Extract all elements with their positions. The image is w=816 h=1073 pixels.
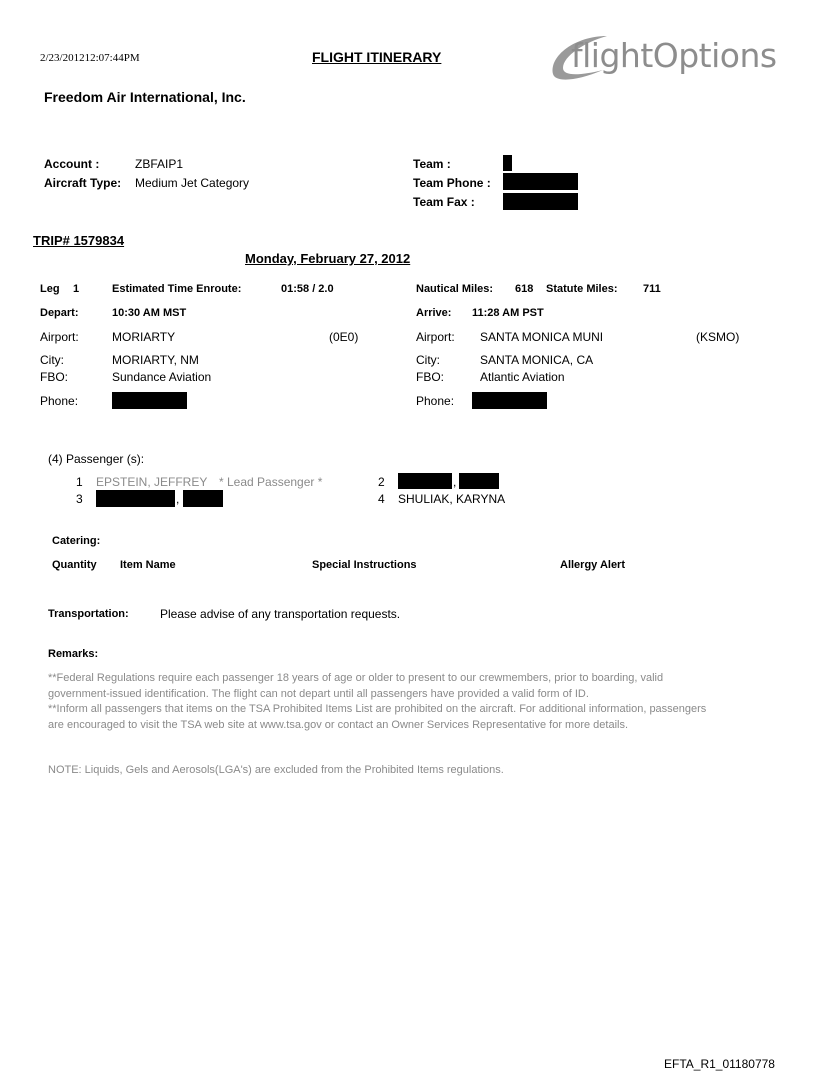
arrive-airport-code: (KSMO) <box>696 330 740 344</box>
remarks-lga-note: NOTE: Liquids, Gels and Aerosols(LGA's) are excluded from the Prohibited Items regulations. <box>48 764 504 776</box>
depart-airport: MORIARTY <box>112 330 176 344</box>
company-name: Freedom Air International, Inc. <box>44 89 246 105</box>
passenger-2-number: 2 <box>378 475 385 489</box>
remarks-tsa-prohibited-items: **Inform all passengers that items on the TSA Prohibited Items List are prohibited on the aircraft. For additional information, passengers are encouraged to visit the TSA web site at www.tsa.gov or contact an Owner Services Representative for more details. <box>48 703 707 731</box>
document-title: FLIGHT ITINERARY <box>312 49 442 65</box>
ete-value: 01:58 / 2.0 <box>281 283 334 295</box>
transportation-label: Transportation: <box>48 608 129 620</box>
depart-fbo-label: FBO: <box>40 370 69 384</box>
nautical-miles-label: Nautical Miles: <box>416 283 494 295</box>
nautical-miles-value: 618 <box>515 283 534 295</box>
passenger-1-number: 1 <box>76 475 83 489</box>
depart-airport-code: (0E0) <box>329 330 359 344</box>
team-redaction <box>503 155 512 171</box>
aircraft-type-label: Aircraft Type: <box>44 176 122 190</box>
team-label: Team : <box>413 157 451 171</box>
passenger-4-name: SHULIAK, KARYNA <box>398 492 506 506</box>
depart-phone-redaction <box>112 392 187 409</box>
arrive-fbo: Atlantic Aviation <box>480 370 565 384</box>
depart-phone-label: Phone: <box>40 394 79 408</box>
lead-passenger-note: * Lead Passenger * <box>219 475 323 489</box>
leg-label: Leg <box>40 283 60 295</box>
trip-number: TRIP# 1579834 <box>33 233 125 248</box>
passengers-heading: (4) Passenger (s): <box>48 452 145 466</box>
transportation-value: Please advise of any transportation requests. <box>160 607 401 621</box>
arrive-airport-label: Airport: <box>416 330 455 344</box>
statute-miles-label: Statute Miles: <box>546 283 618 295</box>
logo-wordmark: flightOptions <box>571 36 777 75</box>
passenger-3-number: 3 <box>76 492 83 506</box>
arrive-airport: SANTA MONICA MUNI <box>480 330 604 344</box>
arrive-city-label: City: <box>416 353 440 367</box>
remarks-id-requirement: **Federal Regulations require each passenger 18 years of age or older to present to our crewmembers, prior to boarding, valid government-issued identification. The flight can not depart until all passengers have provided a valid form of ID. <box>48 672 664 700</box>
catering-heading: Catering: <box>52 535 101 547</box>
passenger-4-number: 4 <box>378 492 385 506</box>
passenger-2-comma: , <box>453 475 457 489</box>
leg-number: 1 <box>73 283 80 295</box>
remarks-heading: Remarks: <box>48 648 99 660</box>
ete-label: Estimated Time Enroute: <box>112 283 242 295</box>
depart-time: 10:30 AM MST <box>112 307 187 319</box>
document-id: EFTA_R1_01180778 <box>664 1057 775 1071</box>
passenger-1-name: EPSTEIN, JEFFREY <box>96 475 208 489</box>
print-timestamp: 2/23/201212:07:44PM <box>40 52 140 64</box>
arrive-phone-label: Phone: <box>416 394 455 408</box>
arrive-time: 11:28 AM PST <box>472 307 544 319</box>
team-phone-redaction <box>503 173 578 190</box>
catering-col-special-instructions: Special Instructions <box>312 559 417 571</box>
passenger-2-firstname-redaction <box>459 473 499 489</box>
aircraft-type-value: Medium Jet Category <box>135 176 250 190</box>
passenger-2-surname-redaction <box>398 473 452 489</box>
team-phone-label: Team Phone : <box>413 176 491 190</box>
depart-fbo: Sundance Aviation <box>112 370 212 384</box>
account-value: ZBFAIP1 <box>135 157 184 171</box>
arrive-label: Arrive: <box>416 307 452 319</box>
passenger-3-comma: , <box>176 492 180 506</box>
arrive-fbo-label: FBO: <box>416 370 445 384</box>
arrive-phone-redaction <box>472 392 547 409</box>
passenger-3-firstname-redaction <box>183 490 223 507</box>
flightoptions-logo <box>545 30 775 86</box>
catering-col-allergy-alert: Allergy Alert <box>560 559 626 571</box>
remarks-body <box>48 671 718 733</box>
catering-col-quantity: Quantity <box>52 559 97 571</box>
depart-city: MORIARTY, NM <box>112 353 199 367</box>
trip-date: Monday, February 27, 2012 <box>245 251 411 266</box>
statute-miles-value: 711 <box>643 283 661 295</box>
catering-col-item-name: Item Name <box>120 559 176 571</box>
depart-airport-label: Airport: <box>40 330 79 344</box>
passenger-3-surname-redaction <box>96 490 175 507</box>
team-fax-redaction <box>503 193 578 210</box>
depart-label: Depart: <box>40 307 79 319</box>
arrive-city: SANTA MONICA, CA <box>480 353 594 367</box>
team-fax-label: Team Fax : <box>413 195 475 209</box>
depart-city-label: City: <box>40 353 64 367</box>
account-label: Account : <box>44 157 100 171</box>
